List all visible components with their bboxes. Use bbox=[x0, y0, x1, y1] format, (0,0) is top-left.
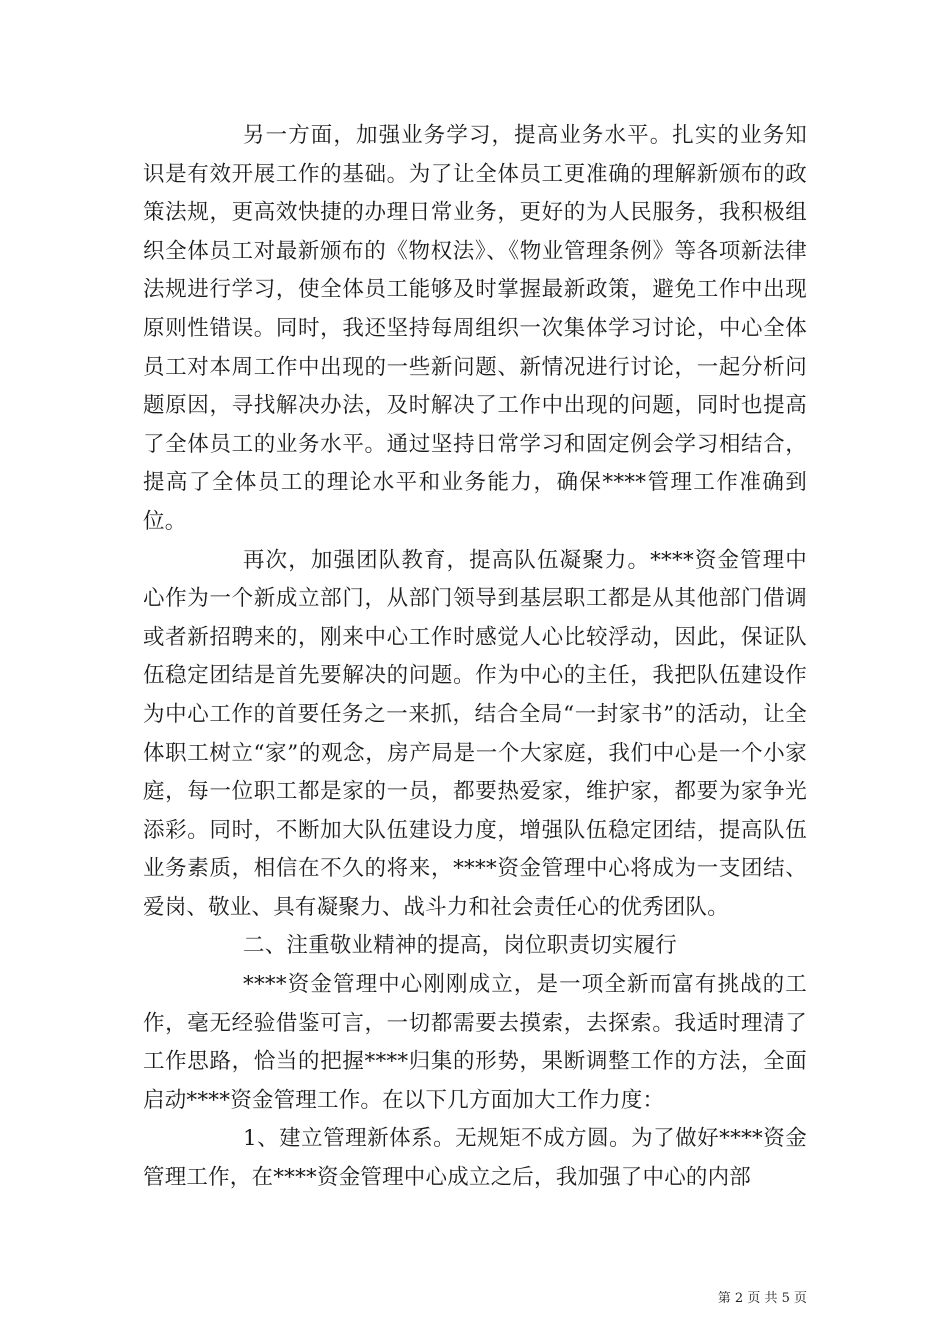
section-heading: 二、注重敬业精神的提高，岗位职责切实履行 bbox=[243, 933, 678, 959]
paragraph-center: ****资金管理中心刚刚成立，是一项全新而富有挑战的工作，毫无经验借鉴可言，一切都需要去摸索，去探索。我适时理清了工作思路，恰当的把握****归集的形势，果断调整工作的方法，全面启动****资金管理工作。在以下几方面加大工作力度： bbox=[143, 972, 807, 1113]
document-body bbox=[143, 117, 807, 1198]
paragraph-study: 另一方面，加强业务学习，提高业务水平。扎实的业务知识是有效开展工作的基础。为了让全体员工更准确的理解新颁布的政策法规，更高效快捷的办理日常业务，更好的为人民服务，我积极组织全体员工对最新颁布的《物权法》、《物业管理条例》等各项新法律法规进行学习，使全体员工能够及时掌握最新政策，避免工作中出现原则性错误。同时，我还坚持每周组织一次集体学习讨论，中心全体员工对本周工作中出现的一些新问题、新情况进行讨论，一起分析问题原因，寻找解决办法，及时解决了工作中出现的问题，同时也提高了全体员工的业务水平。通过坚持日常学习和固定例会学习相结合，提高了全体员工的理论水平和业务能力，确保****管理工作准确到位。 bbox=[143, 123, 807, 534]
paragraph-system: 1、建立管理新体系。无规矩不成方圆。为了做好****资金管理工作，在****资金管理中心成立之后，我加强了中心的内部 bbox=[143, 1126, 807, 1191]
page-number-footer: 第 2 页 共 5 页 bbox=[717, 1291, 807, 1306]
paragraph-team: 再次，加强团队教育，提高队伍凝聚力。****资金管理中心作为一个新成立部门，从部门领导到基层职工都是从其他部门借调或者新招聘来的，刚来中心工作时感觉人心比较浮动，因此，保证队伍稳定团结是首先要解决的问题。作为中心的主任，我把队伍建设作为中心工作的首要任务之一来抓，结合全局“一封家书”的活动，让全体职工树立“家”的观念，房产局是一个大家庭，我们中心是一个小家庭，每一位职工都是家的一员，都要热爱家，维护家，都要为家争光添彩。同时，不断加大队伍建设力度，增强队伍稳定团结，提高队伍业务素质，相信在不久的将来，****资金管理中心将成为一支团结、爱岗、敬业、具有凝聚力、战斗力和社会责任心的优秀团队。 bbox=[143, 547, 807, 920]
